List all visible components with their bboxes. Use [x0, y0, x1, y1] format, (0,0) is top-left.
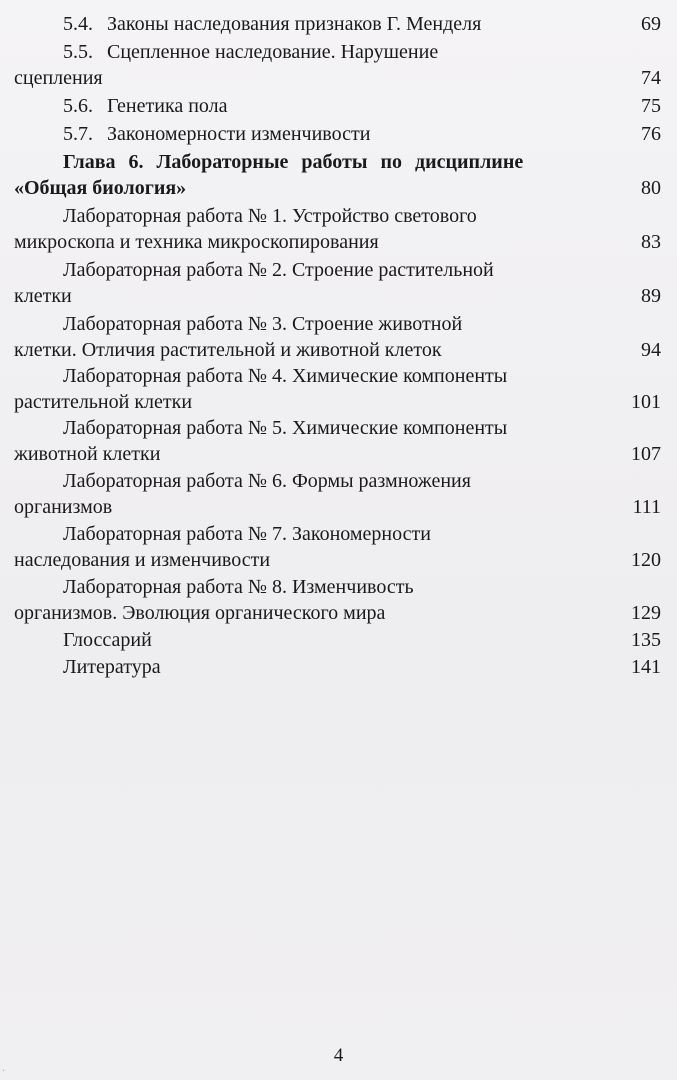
toc-page-number: 120 [631, 549, 661, 571]
toc-title: Генетика пола [107, 95, 228, 117]
toc-lab-5-continuation: животной клетки [14, 443, 161, 465]
toc-lab-8: Лабораторная работа № 8. Изменчивость [63, 576, 414, 598]
toc-glossary: Глоссарий [63, 629, 152, 651]
toc-section-number: 5.4. [63, 13, 93, 35]
toc-page-number: 75 [641, 95, 661, 117]
toc-lab-1-continuation: микроскопа и техника микроскопирования [14, 231, 379, 253]
toc-page-number: 101 [631, 391, 661, 413]
toc-section-number: 5.5. [63, 41, 93, 63]
toc-entry-5-7 [63, 122, 370, 146]
toc-lab-4: Лабораторная работа № 4. Химические компоненты [63, 365, 508, 387]
toc-page-number: 141 [631, 656, 661, 678]
toc-lab-6-continuation: организмов [14, 496, 113, 518]
toc-page-number: 94 [641, 339, 661, 361]
toc-page-number: 83 [641, 231, 661, 253]
toc-lab-2-continuation: клетки [14, 285, 72, 307]
toc-chapter-6-title-continuation: «Общая биология» [14, 177, 187, 199]
toc-lab-3: Лабораторная работа № 3. Строение животной [63, 313, 463, 335]
toc-page-number: 69 [641, 13, 661, 35]
toc-lab-6: Лабораторная работа № 6. Формы размножения [63, 470, 471, 492]
toc-section-number: 5.7. [63, 123, 93, 145]
toc-lab-7-continuation: наследования и изменчивости [14, 549, 271, 571]
toc-lab-7: Лабораторная работа № 7. Закономерности [63, 523, 431, 545]
toc-title: Сцепленное наследование. Нарушение [107, 41, 439, 63]
toc-title-continuation: сцепления [14, 67, 103, 89]
toc-page-number: 111 [632, 496, 661, 518]
toc-title: Закономерности изменчивости [107, 123, 371, 145]
toc-page-number: 89 [641, 285, 661, 307]
toc-page-number: 80 [641, 177, 661, 199]
toc-lab-1: Лабораторная работа № 1. Устройство светового [63, 205, 477, 227]
toc-entry-5-5 [63, 40, 438, 64]
toc-chapter-6-title: Глава 6. Лабораторные работы по дисциплине [63, 151, 524, 173]
toc-lab-5: Лабораторная работа № 5. Химические компоненты [63, 417, 508, 439]
toc-lab-8-continuation: организмов. Эволюция органического мира [14, 602, 386, 624]
toc-literature: Литература [63, 656, 161, 678]
toc-page-number: 135 [631, 629, 661, 651]
toc-lab-4-continuation: растительной клетки [14, 391, 193, 413]
toc-lab-3-continuation: клетки. Отличия растительной и животной клеток [14, 339, 442, 361]
page-number: 4 [333, 1045, 344, 1066]
toc-title: Законы наследования признаков Г. Менделя [107, 13, 482, 35]
toc-lab-2: Лабораторная работа № 2. Строение растительной [63, 259, 494, 281]
toc-section-number: 5.6. [63, 95, 93, 117]
toc-page-number: 74 [641, 67, 661, 89]
corner-mark: . [2, 1060, 5, 1074]
toc-entry-5-4 [63, 12, 481, 36]
toc-entry-5-6 [63, 94, 228, 118]
toc-page-number: 107 [631, 443, 661, 465]
toc-page-number: 76 [641, 123, 661, 145]
toc-page-number: 129 [631, 602, 661, 624]
